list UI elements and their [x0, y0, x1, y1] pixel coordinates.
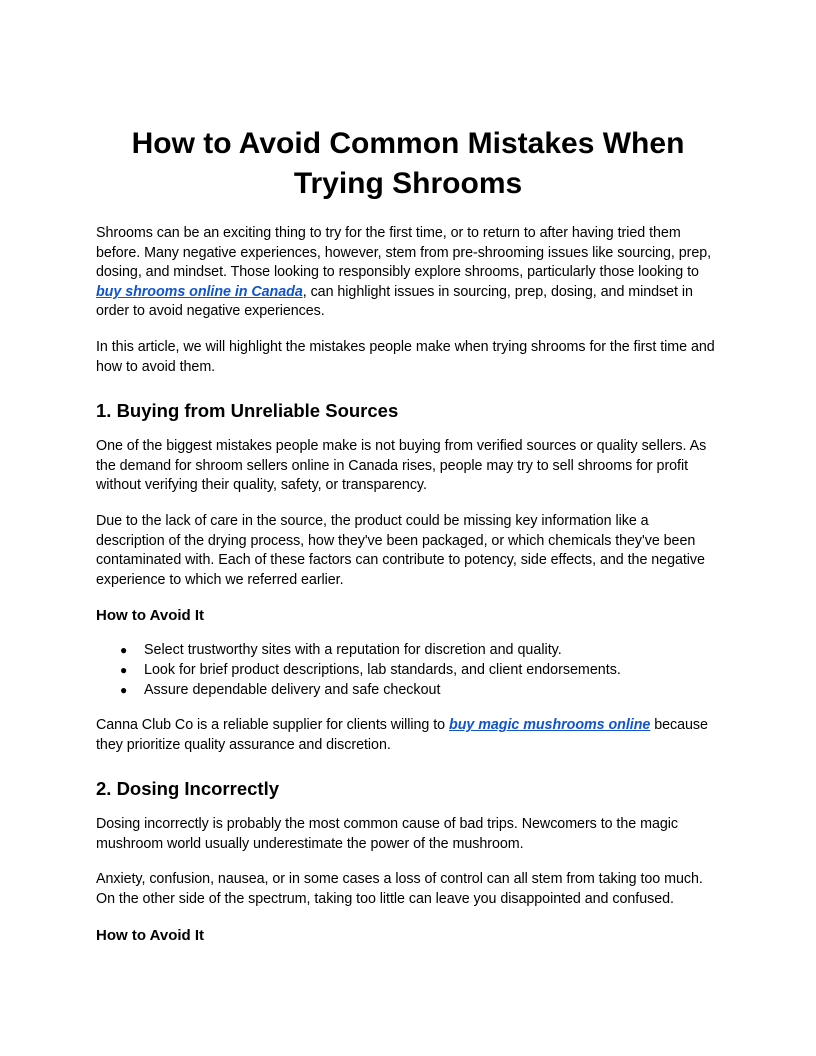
section2-paragraph-1: Dosing incorrectly is probably the most common cause of bad trips. Newcomers to the magic mushroom world usually underestimate the power of the mushroom. [96, 816, 678, 852]
bullet-icon: ● [120, 662, 128, 677]
buy-shrooms-canada-link[interactable]: buy shrooms online in Canada [96, 283, 303, 300]
section1-paragraph-2: Due to the lack of care in the source, the product could be missing key information like a description of the drying process, how they've been packaged, or which chemicals they've been contaminated with. Each of these factors can contribute to potency, side effects, and the negative experience to which we referred earlier. [96, 512, 705, 588]
section2-subheading: How to Avoid It [96, 926, 205, 944]
section2-paragraph-2: Anxiety, confusion, nausea, or in some cases a loss of control can all stem from taking too much. On the other side of the spectrum, taking too little can leave you disappointed and confused. [96, 871, 703, 908]
list-item-text: Select trustworthy sites with a reputation for discretion and quality. [144, 642, 562, 659]
document-page [96, 124, 720, 961]
section1-paragraph-3 [96, 716, 720, 755]
bullet-icon: ● [120, 682, 128, 697]
section1-p3-before-link: Canna Club Co is a reliable supplier for clients willing to [96, 717, 450, 734]
section1-p3-after-link: because they prioritize quality assurance and discretion. [96, 717, 708, 753]
intro-paragraph-2: In this article, we will highlight the mistakes people make when trying shrooms for the first time and how to avoid them. [96, 338, 715, 375]
intro-text-before-link: Shrooms can be an exciting thing to try for the first time, or to return to after having tried them before. Many negative experiences, however, stem from pre-shrooming issues like sourcing, prep, dosing, and mindset. Those looking to responsibly explore shrooms, particularly those looking to [96, 225, 712, 281]
list-item [96, 681, 720, 701]
list-item-text: Assure dependable delivery and safe checkout [144, 681, 441, 698]
bullet-icon: ● [120, 643, 128, 658]
section1-paragraph-1: One of the biggest mistakes people make is not buying from verified sources or quality sellers. As the demand for shroom sellers online in Canada rises, people may try to sell shrooms for profit without verifying their quality, safety, or transparency. [96, 438, 707, 494]
title-line-1: How to Avoid Common Mistakes When [131, 127, 685, 160]
section1-heading: 1. Buying from Unreliable Sources [96, 400, 399, 422]
buy-magic-mushrooms-link[interactable]: buy magic mushrooms online [449, 717, 651, 734]
intro-text-after-link: , can highlight issues in sourcing, prep, dosing, and mindset in order to avoid negative experiences. [96, 283, 693, 320]
list-item [96, 661, 720, 681]
intro-paragraph [96, 224, 720, 322]
list-item-text: Look for brief product descriptions, lab standards, and client endorsements. [144, 661, 621, 678]
section1-bullet-list [96, 641, 720, 700]
document-title [96, 124, 720, 204]
section1-subheading: How to Avoid It [96, 607, 205, 625]
title-line-2: Trying Shrooms [293, 167, 523, 200]
section2-heading: 2. Dosing Incorrectly [96, 778, 279, 800]
list-item [96, 641, 720, 661]
